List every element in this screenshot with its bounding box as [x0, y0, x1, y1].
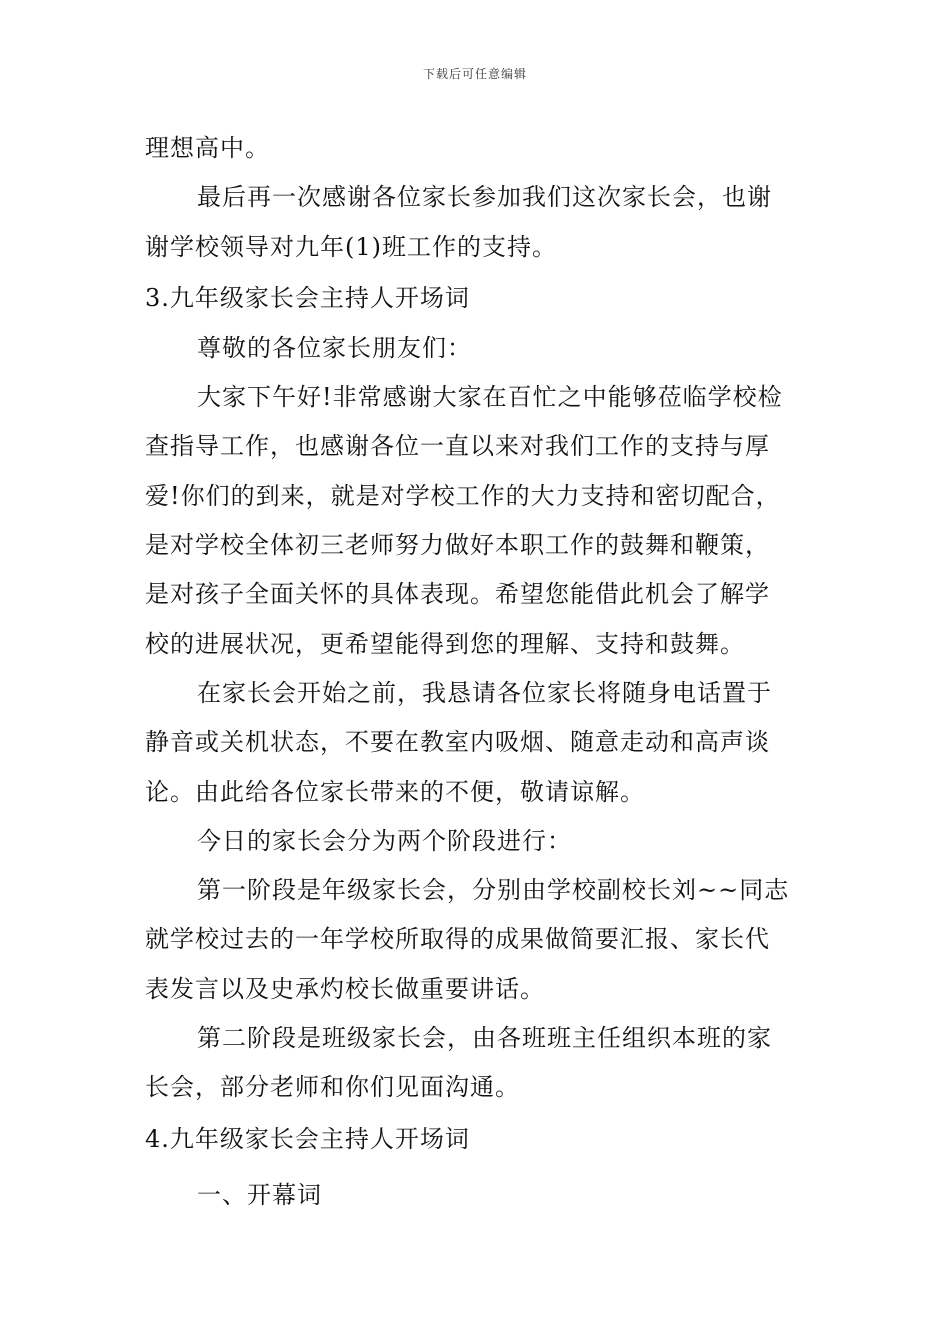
text-line: 查指导工作，也感谢各位一直以来对我们工作的支持与厚: [145, 432, 770, 461]
paragraph: [145, 1171, 810, 1220]
text-line: 论。由此给各位家长带来的不便，敬请谅解。: [145, 777, 645, 806]
section-heading: [145, 1113, 810, 1165]
text-line: 是对孩子全面关怀的具体表现。希望您能借此机会了解学: [145, 580, 770, 609]
paragraph: [145, 1014, 810, 1113]
text-line: 在家长会开始之前，我恳请各位家长将随身电话置于: [197, 678, 772, 707]
paragraph: [145, 866, 810, 1014]
text-line: 是对学校全体初三老师努力做好本职工作的鼓舞和鞭策，: [145, 531, 770, 560]
paragraph: [145, 373, 810, 669]
text-line: 谢学校领导对九年(1)班工作的支持。: [145, 232, 557, 261]
text-line: 理想高中。: [145, 134, 270, 162]
section-heading: [145, 272, 810, 324]
text-line: 长会，部分老师和你们见面沟通。: [145, 1073, 520, 1102]
paragraph: [145, 817, 810, 866]
text-line: 静音或关机状态，不要在教室内吸烟、随意走动和高声谈: [145, 728, 770, 757]
page-header-note: 下载后可任意编辑: [422, 67, 527, 81]
heading-text: 4.九年级家长会主持人开场词: [145, 1124, 470, 1153]
text-line: 一、开幕词: [197, 1180, 322, 1209]
paragraph: [145, 124, 810, 173]
paragraph: [145, 173, 810, 272]
text-line: 今日的家长会分为两个阶段进行：: [197, 826, 572, 855]
text-line: 表发言以及史承灼校长做重要讲话。: [145, 974, 545, 1003]
paragraph: [145, 669, 810, 817]
text-line: 第一阶段是年级家长会，分别由学校副校长刘~~同志: [197, 876, 790, 905]
text-line: 爱!你们的到来，就是对学校工作的大力支持和密切配合，: [145, 481, 781, 510]
text-line: 尊敬的各位家长朋友们：: [197, 333, 472, 362]
text-line: 大家下午好!非常感谢大家在百忙之中能够莅临学校检: [197, 383, 783, 412]
text-line: 就学校过去的一年学校所取得的成果做简要汇报、家长代: [145, 925, 770, 954]
text-line: 校的进展状况，更希望能得到您的理解、支持和鼓舞。: [145, 629, 745, 658]
text-line: 最后再一次感谢各位家长参加我们这次家长会，也谢: [197, 183, 772, 212]
heading-text: 3.九年级家长会主持人开场词: [145, 283, 470, 312]
text-line: 第二阶段是班级家长会，由各班班主任组织本班的家: [197, 1024, 772, 1053]
paragraph: [145, 324, 810, 373]
document-body: [145, 124, 810, 1220]
